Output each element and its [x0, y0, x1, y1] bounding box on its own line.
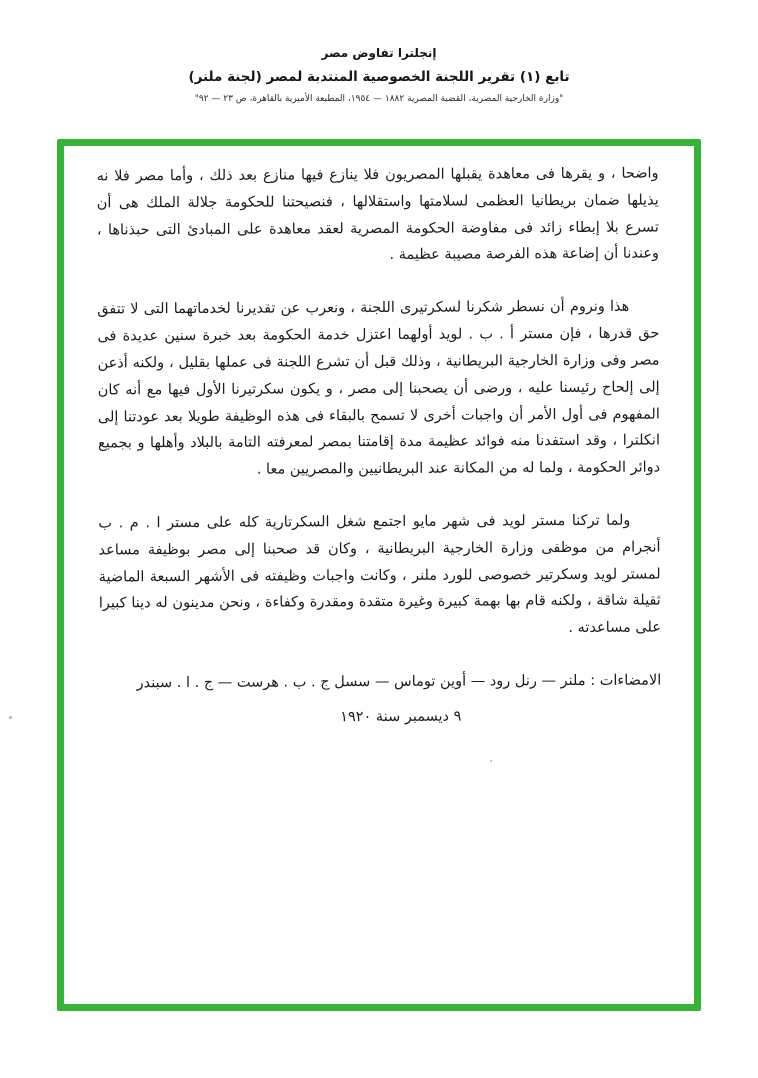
- signatures-line: الامضاءات : ملنر — رنل رود — أوين توماس — سسل ج . ب . هرست — ج . ا . سبندر: [136, 672, 662, 692]
- scan-speck: [490, 760, 492, 762]
- header-title: إنجلترا تفاوض مصر: [321, 46, 437, 60]
- scanned-document-frame: [57, 139, 701, 1011]
- scanned-document-text: [97, 161, 662, 733]
- date-line: ٩ ديسمبر سنة ١٩٢٠: [340, 708, 462, 726]
- page-header: [0, 46, 758, 104]
- header-subtitle: تابع (١) تقرير اللجنة الخصوصية المنتدبة لمصر (لجنة ملنر): [188, 69, 570, 85]
- scan-speck: [9, 716, 12, 719]
- paragraph-1: واضحا ، و يقرها فى معاهدة يقبلها المصريون فلا ينازع فيها منازع بعد ذلك ، وأما مصر فلا نه يذيلها ضمان بريطانيا العظمى لسلامتها واستقلالها ، فنصيحتنا للحكومة جلالة الملك هى أن تسرع بلا إبطاء زائد فى مفاوضة الحكومة المصرية لعقد معاهدة على المبادئ التى حبذناها ، وعندنا أن إضاعة هذه الفرصة مصيبة عظيمة .: [96, 165, 660, 264]
- paragraph-2: هذا ونروم أن نسطر شكرنا لسكرتيرى اللجنة ، ونعرب عن تقديرنا لخدماتهما التى لا تتفق حق قدرها ، فإن مستر أ . ب . لويد أولهما اعتزل خدمة الحكومة بعد خبرة سنين عديدة فى مصر وفى وزارة الخارجية البريطانية ، وذلك قبل أن تشرع اللجنة فى عملها بقليل ، ولكنه أذعن إلى إلحاح رئيسنا عليه ، ورضى أن يصحبنا إلى مصر ، و يكون سكرتيرنا الأول فيها مع أنه كان المفهوم فى أول الأمر أن واجبات أخرى لا تسمح بالبقاء فى هذه الوظيفة طويلا بعد عودتنا إلى انكلترا ، وقد استفدنا منه فوائد عظيمة مدة إقامتنا بمصر لمعرفته التامة بالبلاد وأهلها و بجميع دوائر الحكومة ، ولما له من المكانة عند البريطانيين والمصريين معا .: [97, 298, 661, 478]
- paragraph-3: ولما تركنا مستر لويد فى شهر مايو اجتمع شغل السكرتارية كله على مستر ا . م . ب أنجرام من موظفى وزارة الخارجية البريطانية ، وكان قد صحبنا إلى مصر بوظيفة مساعد لمستر لويد وسكرتير خصوصى للورد ملنر ، وكانت واجبات وظيفته فى الأشهر السبعة الماضية ثقيلة شاقة ، ولكنه قام بها بهمة كبيرة وغيرة متقدة ومقدرة وكفاءة ، ونحن مدينون له دينا كبيرا على مساعدته .: [98, 512, 661, 637]
- header-source-citation: "وزارة الخارجية المصرية، القضية المصرية ١٨٨٢ — ١٩٥٤، المطبعة الأميرية بالقاهرة، ص ٢٣ — ٩٢": [194, 94, 564, 104]
